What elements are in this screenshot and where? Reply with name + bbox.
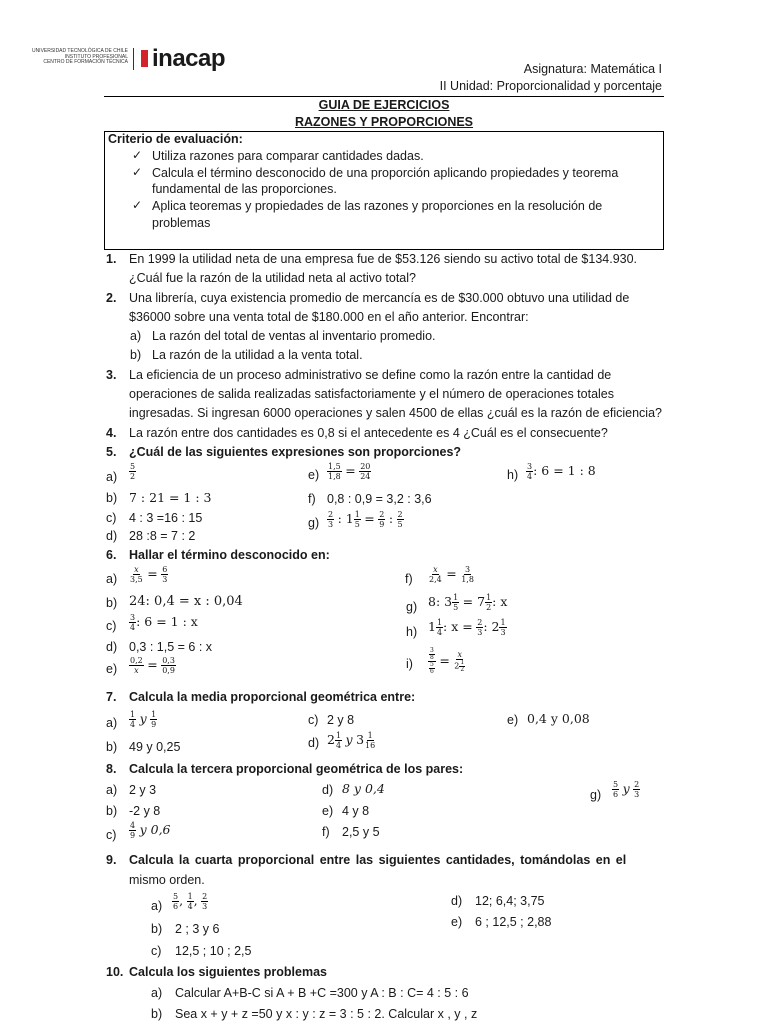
q5-c-expr: 4 : 3 =16 : 15 (129, 511, 203, 525)
q6-h-expr: 1 $\frac{1}{4}$ : x = $\frac{2}{3}$ : 2 $\frac{1}{3}$ (428, 618, 506, 637)
q2-line-2: $36000 sobre una venta total de $180.000 en el año anterior. Encontrar: (129, 310, 529, 324)
q8-text: Calcula la tercera proporcional geométrica de los pares: (129, 762, 464, 776)
fraction: $\frac{1}{4}$ (187, 892, 193, 911)
q5-g-label: g) (308, 516, 320, 530)
inacap-logo: inacap (152, 45, 226, 72)
q6-c-label: c) (106, 619, 117, 633)
fraction: $\frac{1,5}{1,8}$ (328, 462, 341, 481)
institution-line-3: CENTRO DE FORMACIÓN TÉCNICA (43, 59, 128, 65)
criteria-item-3-cont: problemas (152, 216, 211, 230)
q8-a-expr: 2 y 3 (129, 783, 157, 797)
q4-text: La razón entre dos cantidades es 0,8 si el antecedente es 4 ¿Cuál es el consecuente? (129, 426, 608, 440)
q8-g-label: g) (590, 788, 602, 802)
check-icon: ✓ (132, 198, 143, 212)
q7-e-expr: 0,4 y 0,08 (527, 711, 590, 726)
q6-text: Hallar el término desconocido en: (129, 548, 330, 562)
q6-c-expr: $\frac{3}{4}$ : 6 = 1 : x (130, 613, 198, 632)
q5-e-label: e) (308, 468, 320, 482)
question-number: 5. (106, 445, 117, 459)
fraction: $\frac{3}{8}$ (430, 647, 434, 661)
fraction: $\frac{3}{4}$ (130, 613, 136, 632)
q6-d-expr: 0,3 : 1,5 = 6 : x (129, 640, 213, 654)
criteria-item-3: Aplica teoremas y propiedades de las razones y proporciones en la resolución de (152, 199, 603, 213)
q2-b-text: La razón de la utilidad a la venta total. (152, 348, 363, 362)
q9-c-label: c) (151, 944, 162, 958)
unit-label: II Unidad: Proporcionalidad y porcentaje (439, 79, 662, 93)
q10-text: Calcula los siguientes problemas (129, 965, 327, 979)
fraction: $\frac{1}{4}$ (130, 710, 136, 729)
q7-a-expr: $\frac{1}{4}$ y $\frac{1}{9}$ (130, 710, 157, 729)
criteria-item-2: Calcula el término desconocido de una proporción aplicando propiedades y teorema (152, 166, 619, 180)
q5-h-expr: $\frac{3}{4}$ : 6 = 1 : 8 (527, 462, 596, 481)
fraction: $\frac{1}{2}$ (460, 659, 465, 673)
header-rule (104, 96, 664, 97)
question-number: 1. (106, 252, 117, 266)
q8-b-label: b) (106, 804, 118, 818)
fraction: $\frac{2}{9}$ (379, 510, 385, 529)
fraction: $\frac{2}{3}$ (634, 780, 640, 799)
q3-line-3: ingresadas. Si ingresan 6000 operaciones y salen 4500 de ellas ¿cuál es la razón de eficiencia? (129, 406, 662, 420)
q10-b-label: b) (151, 1007, 163, 1021)
question-number: 9. (106, 853, 117, 867)
q9-line-1: Calcula la cuarta proporcional entre las siguientes cantidades, tomándolas en el (129, 853, 627, 867)
subject-label: Asignatura: Matemática I (523, 62, 662, 76)
fraction: $\frac{2}{3}$ (477, 618, 483, 637)
q6-b-label: b) (106, 596, 118, 610)
q8-b-expr: -2 y 8 (129, 804, 161, 818)
q6-f-expr: $\frac{x}{2,4}$ = $\frac{3}{1,8}$ (429, 565, 474, 584)
institution-line-2: INSTITUTO PROFESIONAL (64, 53, 128, 60)
fraction: $\frac{5}{6}$ (613, 780, 619, 799)
q9-a-label: a) (151, 899, 163, 913)
page-subtitle: RAZONES Y PROPORCIONES (294, 115, 474, 129)
q8-e-expr: 4 y 8 (342, 804, 370, 818)
q5-a-expr (129, 462, 136, 481)
fraction: $\frac{1}{5}$ (354, 510, 360, 529)
q8-a-label: a) (106, 783, 118, 797)
q5-f-label: f) (308, 492, 316, 506)
q3-line-1: La eficiencia de un proceso administrativo se define como la razón entre la cantidad de (129, 368, 612, 382)
q6-e-expr: $\frac{0,2}{x}$ = $\frac{0,3}{0,9}$ (130, 656, 175, 675)
q8-g-expr: $\frac{5}{6}$ y $\frac{2}{3}$ (613, 780, 640, 799)
fraction: $\frac{3}{1,8}$ (461, 565, 474, 584)
q6-f-label: f) (405, 572, 413, 586)
q3-line-2: operaciones de salida realizadas satisfactoriamente y el número de operaciones totales (129, 387, 615, 401)
fraction: $\frac{1}{4}$ (335, 731, 342, 750)
question-number: 6. (106, 548, 117, 562)
q1-line-2: ¿Cuál fue la razón de la utilidad neta al activo total? (129, 271, 416, 285)
q6-i-expr: $\frac{\frac{3}{8}}{\frac{5}{6}}$ = x 2 $\frac{1}{2}$ (430, 647, 465, 675)
question-number: 10. (106, 965, 124, 979)
q5-g-expr: $\frac{2}{3}$ : 1 $\frac{1}{5}$ = $\frac{2}{9}$ : $\frac{2}{5}$ (328, 510, 403, 529)
fraction: $\frac{5}{2}$ (130, 462, 136, 481)
q8-c-expr: $\frac{4}{9}$ y 0,6 (130, 821, 171, 840)
q5-f-expr: 0,8 : 0,9 = 3,2 : 3,6 (327, 492, 432, 506)
q9-b-expr: 2 ; 3 y 6 (175, 922, 220, 936)
q8-f-expr: 2,5 y 5 (342, 825, 380, 839)
q8-d-expr: 8 y 0,4 (342, 781, 385, 796)
fraction: $\frac{5}{6}$ (430, 661, 434, 675)
fraction: $\frac{3}{4}$ (527, 462, 533, 481)
q6-a-expr: $\frac{x}{3,5}$ = $\frac{6}{3}$ (130, 565, 168, 584)
q7-d-label: d) (308, 736, 320, 750)
inacap-logo-mark (141, 50, 148, 67)
q9-d-expr: 12; 6,4; 3,75 (475, 894, 545, 908)
fraction: $\frac{1}{4}$ (436, 618, 443, 637)
fraction: $\frac{20}{24}$ (360, 462, 371, 481)
q8-d-label: d) (322, 783, 334, 797)
q10-a-label: a) (151, 986, 163, 1000)
q2-a-label: a) (130, 329, 142, 343)
criteria-item-2-cont: fundamental de las proporciones. (152, 182, 337, 196)
check-icon: ✓ (132, 165, 143, 179)
q6-b-expr: 24: 0,4 = x : 0,04 (129, 594, 243, 609)
fraction: $\frac{1}{9}$ (151, 710, 157, 729)
institution-line-1: UNIVERSIDAD TECNOLÓGICA DE CHILE (31, 48, 128, 54)
page-title: GUIA DE EJERCICIOS (318, 98, 450, 112)
q5-c-label: c) (106, 511, 117, 525)
q7-b-label: b) (106, 740, 118, 754)
fraction: $\frac{1}{2}$ (486, 593, 492, 612)
institution-lines (30, 49, 128, 66)
question-number: 2. (106, 291, 117, 305)
q6-g-expr: 8: 3 $\frac{1}{5}$ = 7 $\frac{1}{2}$ : x (428, 593, 508, 612)
q2-line-1: Una librería, cuya existencia promedio de mercancía es de $30.000 obtuvo una utilidad de (129, 291, 630, 305)
fraction: $\frac{1}{3}$ (500, 618, 506, 637)
q8-c-label: c) (106, 828, 117, 842)
q6-g-label: g) (406, 600, 418, 614)
q2-a-text: La razón del total de ventas al inventario promedio. (152, 329, 436, 343)
q7-a-label: a) (106, 716, 118, 730)
q6-e-label: e) (106, 662, 118, 676)
compound-fraction: x 2 $\frac{1}{2}$ (454, 650, 465, 673)
q7-d-expr: 2 $\frac{1}{4}$ y 3 $\frac{1}{16}$ (327, 731, 376, 750)
compound-fraction (428, 648, 436, 675)
q9-e-label: e) (451, 915, 463, 929)
q9-a-expr: $\frac{5}{6}$ , $\frac{1}{4}$ , $\frac{2}{3}$ (173, 892, 208, 911)
q5-b-expr: 7 : 21 = 1 : 3 (129, 490, 212, 505)
q6-i-label: i) (406, 657, 413, 671)
fraction: $\frac{5}{6}$ (173, 892, 179, 911)
fraction: $\frac{2}{5}$ (397, 510, 403, 529)
fraction: $\frac{x}{3,5}$ (130, 565, 143, 584)
q2-b-label: b) (130, 348, 142, 362)
q5-text: ¿Cuál de las siguientes expresiones son proporciones? (129, 445, 462, 459)
q6-a-label: a) (106, 572, 118, 586)
fraction: $\frac{x}{2,4}$ (429, 565, 442, 584)
q5-h-label: h) (507, 468, 519, 482)
question-number: 3. (106, 368, 117, 382)
q9-d-label: d) (451, 894, 463, 908)
fraction: $\frac{1}{5}$ (453, 593, 459, 612)
q6-d-label: d) (106, 640, 118, 654)
q5-d-expr: 28 :8 = 7 : 2 (129, 529, 196, 543)
q7-text: Calcula la media proporcional geométrica entre: (129, 690, 416, 704)
q7-e-label: e) (507, 713, 519, 727)
question-number: 7. (106, 690, 117, 704)
fraction: $\frac{0,2}{x}$ (130, 656, 143, 675)
q5-a-label: a) (106, 470, 118, 484)
q8-e-label: e) (322, 804, 334, 818)
fraction: $\frac{2}{3}$ (202, 892, 208, 911)
criteria-item-1: Utiliza razones para comparar cantidades dadas. (152, 149, 424, 163)
q5-b-label: b) (106, 491, 118, 505)
question-number: 4. (106, 426, 117, 440)
q6-h-label: h) (406, 625, 418, 639)
q1-line-1: En 1999 la utilidad neta de una empresa fue de $53.126 siendo su activo total de $134.930. (129, 252, 638, 266)
fraction: $\frac{2}{3}$ (328, 510, 334, 529)
fraction: $\frac{6}{3}$ (162, 565, 168, 584)
q5-d-label: d) (106, 529, 118, 543)
check-icon: ✓ (132, 148, 143, 162)
q7-b-expr: 49 y 0,25 (129, 740, 181, 754)
q10-a-text: Calcular A+B-C si A + B +C =300 y A : B : C= 4 : 5 : 6 (175, 986, 469, 1000)
q5-e-expr: $\frac{1,5}{1,8}$ = $\frac{20}{24}$ (328, 462, 371, 481)
q8-f-label: f) (322, 825, 330, 839)
q10-b-text: Sea x + y + z =50 y x : y : z = 3 : 5 : 2. Calcular x , y , z (175, 1007, 478, 1021)
fraction: $\frac{4}{9}$ (130, 821, 136, 840)
criteria-heading: Criterio de evaluación: (108, 132, 243, 146)
fraction: $\frac{1}{16}$ (365, 731, 376, 750)
q9-b-label: b) (151, 922, 163, 936)
q9-line-2: mismo orden. (129, 873, 205, 887)
fraction: $\frac{0,3}{0,9}$ (162, 656, 175, 675)
q9-c-expr: 12,5 ; 10 ; 2,5 (175, 944, 252, 958)
logo-divider (133, 48, 134, 70)
question-number: 8. (106, 762, 117, 776)
q7-c-expr: 2 y 8 (327, 713, 355, 727)
q7-c-label: c) (308, 713, 319, 727)
q9-e-expr: 6 ; 12,5 ; 2,88 (475, 915, 552, 929)
